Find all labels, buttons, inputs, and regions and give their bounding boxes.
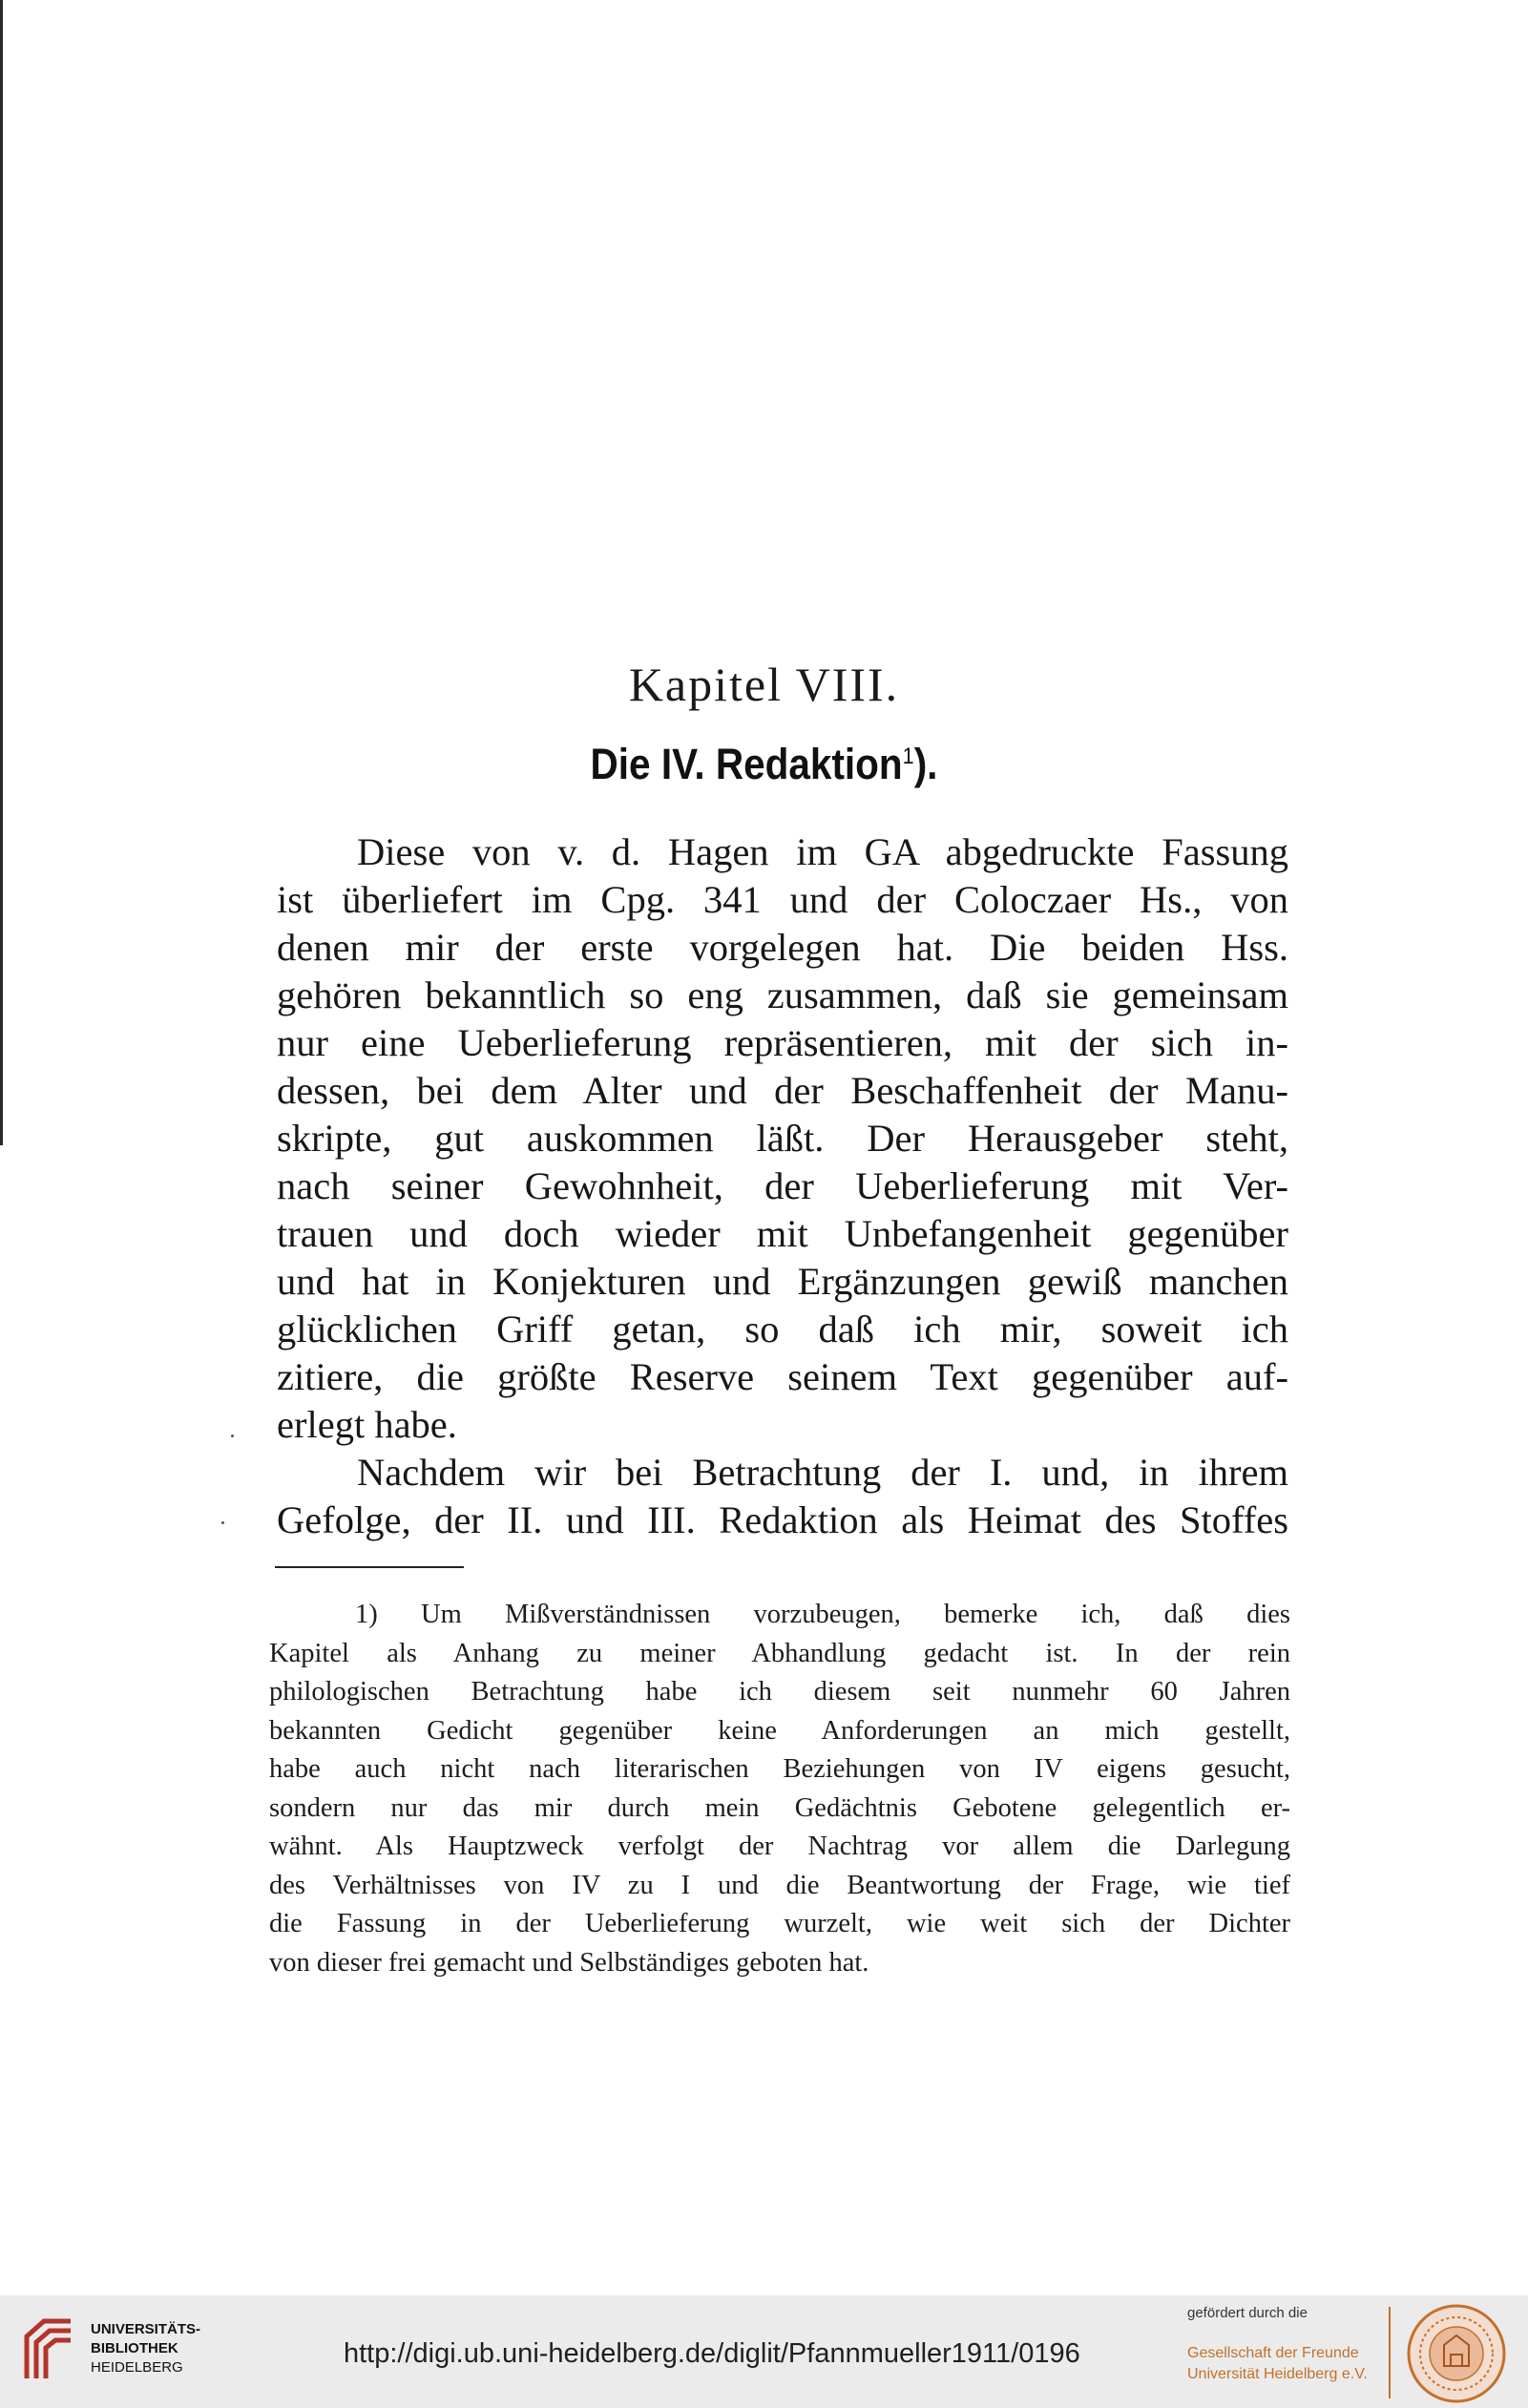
body-line: erlegt habe.	[277, 1403, 457, 1446]
footnote-line: habe auch nicht nach literarischen Beziehungen von IV eigens gesucht,	[269, 1754, 1290, 1784]
chapter-title-text: Die IV. Redaktion	[590, 740, 903, 788]
footnote	[269, 1596, 1290, 1982]
body-line: glücklichen Griff getan, so daß ich mir, soweit ich	[277, 1308, 1288, 1351]
body-paragraphs	[277, 828, 1288, 1544]
library-name-line: HEIDELBERG	[91, 2359, 183, 2376]
chapter-title-close: ).	[913, 740, 938, 788]
library-name-line: UNIVERSITÄTS-	[91, 2321, 201, 2337]
chapter-heading: Kapitel VIII.	[628, 658, 900, 711]
footnote-line: philologischen Betrachtung habe ich diesem seit nunmehr 60 Jahren	[269, 1677, 1290, 1707]
sponsor-name-line: Universität Heidelberg e.V.	[1187, 2366, 1368, 2382]
body-line: dessen, bei dem Alter und der Beschaffenheit der Manu-	[277, 1069, 1288, 1112]
body-line: denen mir der erste vorgelegen hat. Die beiden Hss.	[277, 926, 1288, 969]
footnote-line: bekannten Gedicht gegenüber keine Anforderungen an mich gestellt,	[269, 1715, 1290, 1746]
footnote-line: von dieser frei gemacht und Selbständiges geboten hat.	[269, 1947, 869, 1978]
body-line: Nachdem wir bei Betrachtung der I. und, in ihrem	[357, 1451, 1288, 1494]
footnote-ref: 1	[902, 743, 914, 769]
sponsor-name	[1187, 2343, 1368, 2385]
footnote-line: 1) Um Mißverständnissen vorzubeugen, bemerke ich, daß dies	[355, 1600, 1290, 1629]
body-line: ist überliefert im Cpg. 341 und der Coloczaer Hs., von	[277, 878, 1288, 921]
funded-by-label: gefördert durch die	[1187, 2305, 1308, 2321]
body-line: skripte, gut auskommen läßt. Der Herausgeber steht,	[277, 1117, 1288, 1160]
footnote-divider	[275, 1566, 464, 1568]
footnote-line: die Fassung in der Ueberlieferung wurzelt, wie weit sich der Dichter	[269, 1909, 1290, 1938]
chapter-title	[76, 740, 1452, 789]
footnote-line: Kapitel als Anhang zu meiner Abhandlung gedacht ist. In der rein	[269, 1638, 1290, 1668]
sponsor-name-line: Gesellschaft der Freunde	[1187, 2345, 1359, 2361]
library-name	[91, 2320, 200, 2377]
body-line: nach seiner Gewohnheit, der Ueberlieferung mit Ver-	[277, 1164, 1288, 1207]
footnote-line: wähnt. Als Hauptzweck verfolgt der Nachtrag vor allem die Darlegung	[269, 1832, 1290, 1861]
body-line: trauen und doch wieder mit Unbefangenheit gegenüber	[277, 1212, 1288, 1255]
footnote-line: des Verhältnisses von IV zu I und die Beantwortung der Frage, wie tief	[269, 1870, 1290, 1900]
sponsor-divider	[1389, 2307, 1391, 2398]
body-line: Gefolge, der II. und III. Redaktion als Heimat des Stoffes	[277, 1498, 1288, 1541]
library-name-line: BIBLIOTHEK	[91, 2340, 178, 2356]
body-line: zitiere, die größte Reserve seinem Text gegenüber auf-	[277, 1355, 1288, 1398]
scan-speck	[221, 1521, 224, 1524]
digitization-footer	[0, 2295, 1528, 2408]
body-line: nur eine Ueberlieferung repräsentieren, mit der sich in-	[277, 1021, 1288, 1064]
ub-heidelberg-logo-icon	[19, 2315, 78, 2384]
body-line: Diese von v. d. Hagen im GA abgedruckte Fassung	[357, 830, 1288, 873]
scan-speck	[231, 1434, 234, 1437]
university-seal-icon	[1406, 2303, 1507, 2404]
permalink-url[interactable]: http://digi.ub.uni-heidelberg.de/diglit/Pfannmueller1911/0196	[344, 2338, 1080, 2369]
page-edge	[0, 0, 3, 1145]
footnote-line: sondern nur das mir durch mein Gedächtnis Gebotene gelegentlich er-	[269, 1792, 1290, 1823]
body-line: und hat in Konjekturen und Ergänzungen gewiß manchen	[277, 1260, 1288, 1303]
body-line: gehören bekanntlich so eng zusammen, daß sie gemeinsam	[277, 974, 1288, 1016]
